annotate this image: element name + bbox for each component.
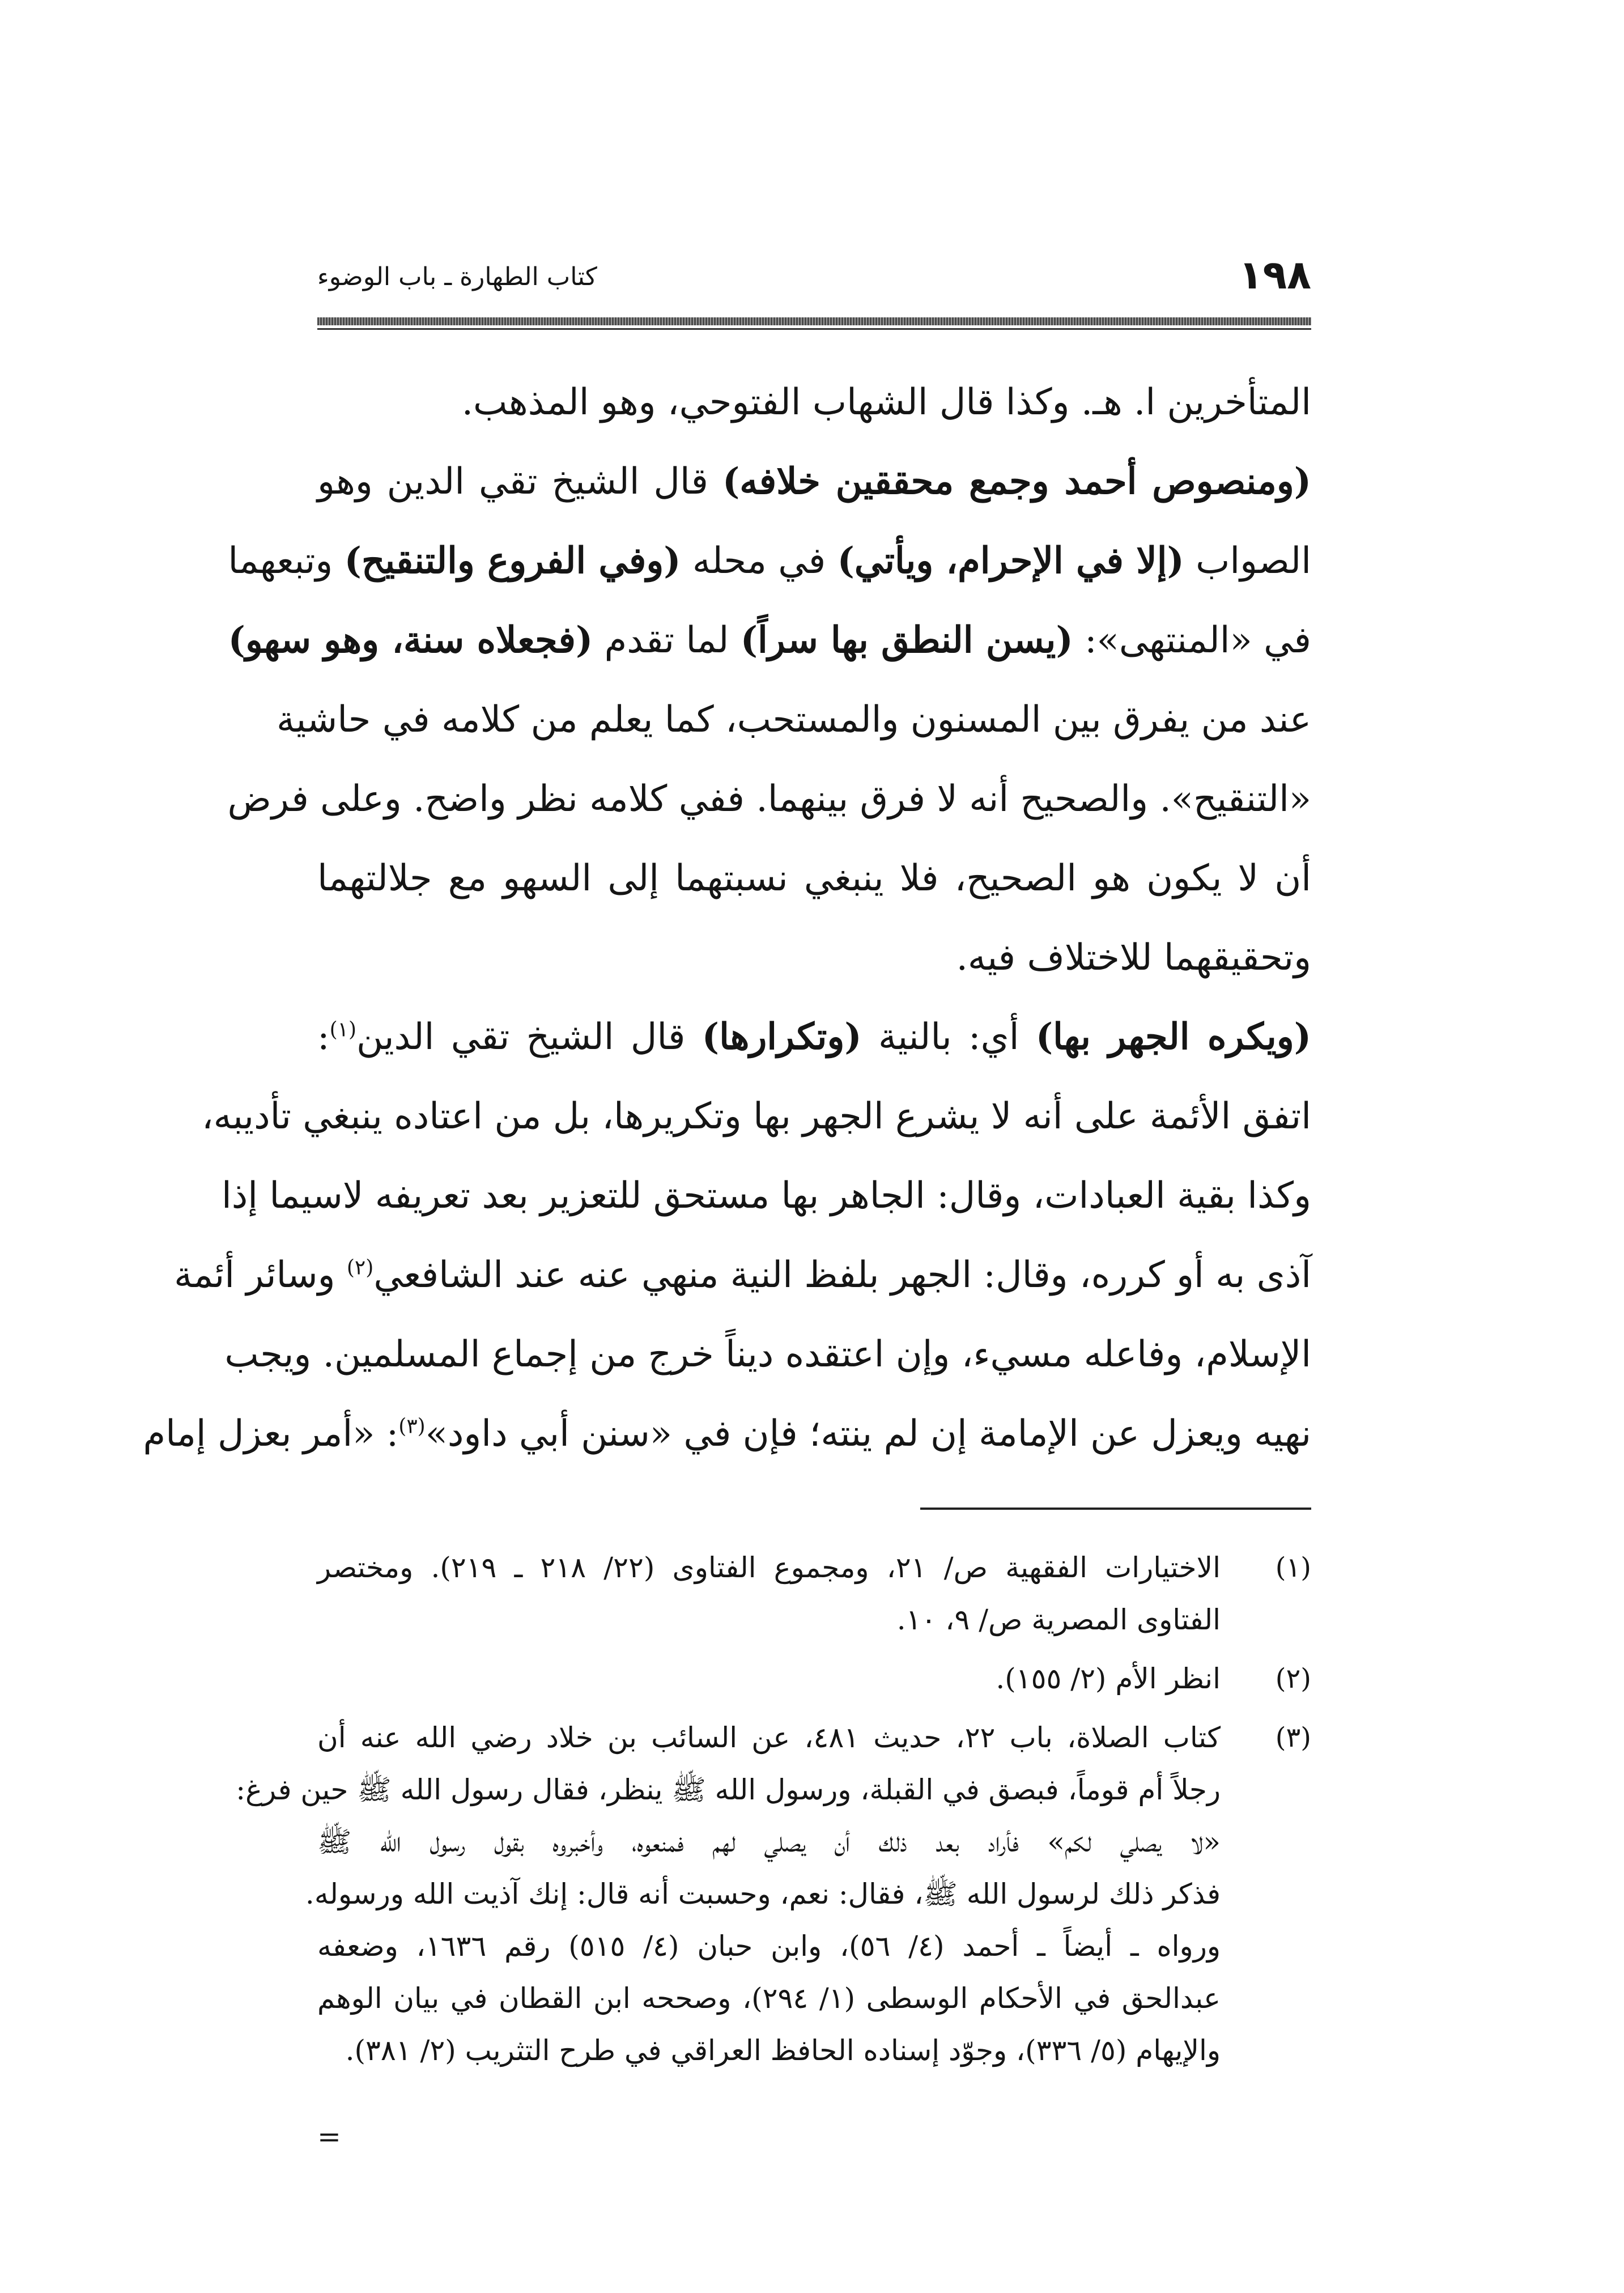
main-text — [143, 363, 1312, 1474]
footnote — [317, 1653, 1311, 1705]
sharh-text: أن لا يكون هو الصحيح، فلا ينبغي نسبتهما إلى السهو مع جلالتهما — [317, 857, 1311, 899]
matn-text: (ويكره الجهر بها) — [1035, 1016, 1312, 1058]
sharh-text: الإسلام، وفاعله مسيء، وإن اعتقده ديناً خرج من إجماع المسلمين. ويجب — [224, 1334, 1311, 1375]
text-line — [201, 1077, 1311, 1156]
page-number: ١٩٨ — [1238, 252, 1311, 298]
text-line — [222, 1156, 1311, 1235]
text-line — [317, 997, 1311, 1077]
footnote-ref: (١) — [329, 1018, 356, 1042]
footnote-gap — [317, 1646, 1311, 1653]
text-line — [228, 521, 1311, 601]
sharh-text: وكذا بقية العبادات، وقال: الجاهر بها مستحق للتعزير بعد تعريفه لاسيما إذا — [222, 1175, 1311, 1217]
text-line — [228, 601, 1311, 680]
running-title: كتاب الطهارة ـ باب الوضوء — [317, 262, 597, 291]
footnote — [317, 1542, 1311, 1646]
continuation-mark: = — [317, 2120, 341, 2153]
footnote-line: فذكر ذلك لرسول الله ﷺ، فقال: نعم، وحسبت أنه قال: إنك آذيت الله ورسوله. — [305, 1878, 1221, 1910]
text-line — [143, 1394, 1311, 1474]
page-header — [317, 249, 1311, 300]
footnote-line: عبدالحق في الأحكام الوسطى (١/ ٢٩٤)، وصححه ابن القطان في بيان الوهم — [317, 1982, 1221, 2015]
matn-text: (يسن النطق بها سراً) — [740, 619, 1073, 661]
text-line — [277, 680, 1311, 759]
sharh-text: في «المنتهى»: — [1073, 619, 1311, 661]
footnote-gap — [317, 1705, 1311, 1712]
sharh-text: أي: بالنية — [861, 1016, 1036, 1058]
sharh-text: : «أمر بعزل إمام — [143, 1413, 399, 1455]
matn-text: (ومنصوص أحمد وجمع محققين خلافه) — [722, 460, 1312, 503]
matn-text: (وفي الفروع والتنقيح) — [344, 540, 681, 582]
footnote-line: ورواه ـ أيضاً ـ أحمد (٤/ ٥٦)، وابن حبان (٤/ ٥١٥) رقم ١٦٣٦، وضعفه — [317, 1930, 1221, 1963]
sharh-text: الصواب — [1184, 540, 1311, 582]
text-line — [174, 1235, 1311, 1315]
footnote-line: انظر الأم (٢/ ١٥٥). — [996, 1662, 1221, 1695]
footnote-gap — [317, 2077, 1311, 2083]
sharh-text: قال الشيخ تقي الدين وهو — [317, 461, 722, 503]
header-rule — [317, 317, 1311, 325]
sharh-text: لما تقدم — [593, 619, 741, 661]
sharh-text: وتحقيقهما للاختلاف فيه. — [956, 937, 1311, 979]
footnote-line: «لا يصلي لكم» فأراد بعد ذلك أن يصلي لهم فمنعوه، وأخبروه بقول رسول الله ﷺ — [317, 1825, 1221, 1858]
sharh-text: آذى به أو كرره، وقال: الجهر بلفظ النية منهي عنه عند الشافعي — [373, 1254, 1311, 1296]
footnote-ref: (٢) — [346, 1256, 374, 1280]
sharh-text: وسائر أئمة — [174, 1254, 347, 1296]
text-line — [317, 442, 1311, 521]
footnote-ref: (٣) — [398, 1415, 426, 1438]
sharh-text: «التنقيح». والصحيح أنه لا فرق بينهما. ففي كلامه نظر واضح. وعلى فرض — [227, 778, 1311, 820]
footnote-line: رجلاً أم قوماً، فبصق في القبلة، ورسول الله ﷺ ينظر، فقال رسول الله ﷺ حين فرغ: — [236, 1773, 1221, 1806]
sharh-text: : — [317, 1016, 330, 1058]
footnote-line: كتاب الصلاة، باب ٢٢، حديث ٤٨١، عن السائب بن خلاد رضي الله عنه أن — [317, 1721, 1221, 1754]
footnote-line: والإيهام (٥/ ٣٣٦)، وجوّد إسناده الحافظ العراقي في طرح التثريب (٢/ ٣٨١). — [345, 2034, 1221, 2067]
sharh-text: عند من يفرق بين المسنون والمستحب، كما يعلم من كلامه في حاشية — [277, 699, 1311, 741]
matn-text: (فجعلاه سنة، وهو سهو) — [228, 619, 593, 661]
text-line — [317, 918, 1311, 997]
footnotes — [236, 1542, 1311, 2083]
text-line — [227, 759, 1311, 839]
text-line — [224, 1315, 1311, 1394]
sharh-text: اتفق الأئمة على أنه لا يشرع الجهر بها وتكريرها، بل من اعتاده ينبغي تأديبه، — [201, 1095, 1311, 1137]
sharh-text: المتأخرين ا. هـ. وكذا قال الشهاب الفتوحي، وهو المذهب. — [461, 381, 1311, 423]
sharh-text: وتبعهما — [228, 540, 345, 582]
footnote-line: الاختيارات الفقهية ص/ ٢١، ومجموع الفتاوى (٢٢/ ٢١٨ ـ ٢١٩). ومختصر — [317, 1551, 1221, 1584]
matn-text: (إلا في الإحرام، ويأتي) — [837, 540, 1184, 582]
sharh-text: نهيه ويعزل عن الإمامة إن لم ينته؛ فإن في «سنن أبي داود» — [425, 1413, 1311, 1455]
footnote-number: (١) — [1275, 1552, 1311, 1583]
footnote — [236, 1712, 1311, 2077]
footnote-number: (٣) — [1275, 1722, 1311, 1753]
text-line — [317, 363, 1311, 442]
matn-text: (وتكرارها) — [702, 1016, 862, 1058]
sharh-text: في محله — [681, 540, 837, 582]
footnote-line: الفتاوى المصرية ص/ ٩، ١٠. — [896, 1603, 1221, 1636]
sharh-text: قال الشيخ تقي الدين — [356, 1016, 702, 1058]
footnotes-separator — [920, 1508, 1311, 1510]
text-line — [317, 839, 1311, 918]
footnote-number: (٢) — [1275, 1663, 1311, 1695]
